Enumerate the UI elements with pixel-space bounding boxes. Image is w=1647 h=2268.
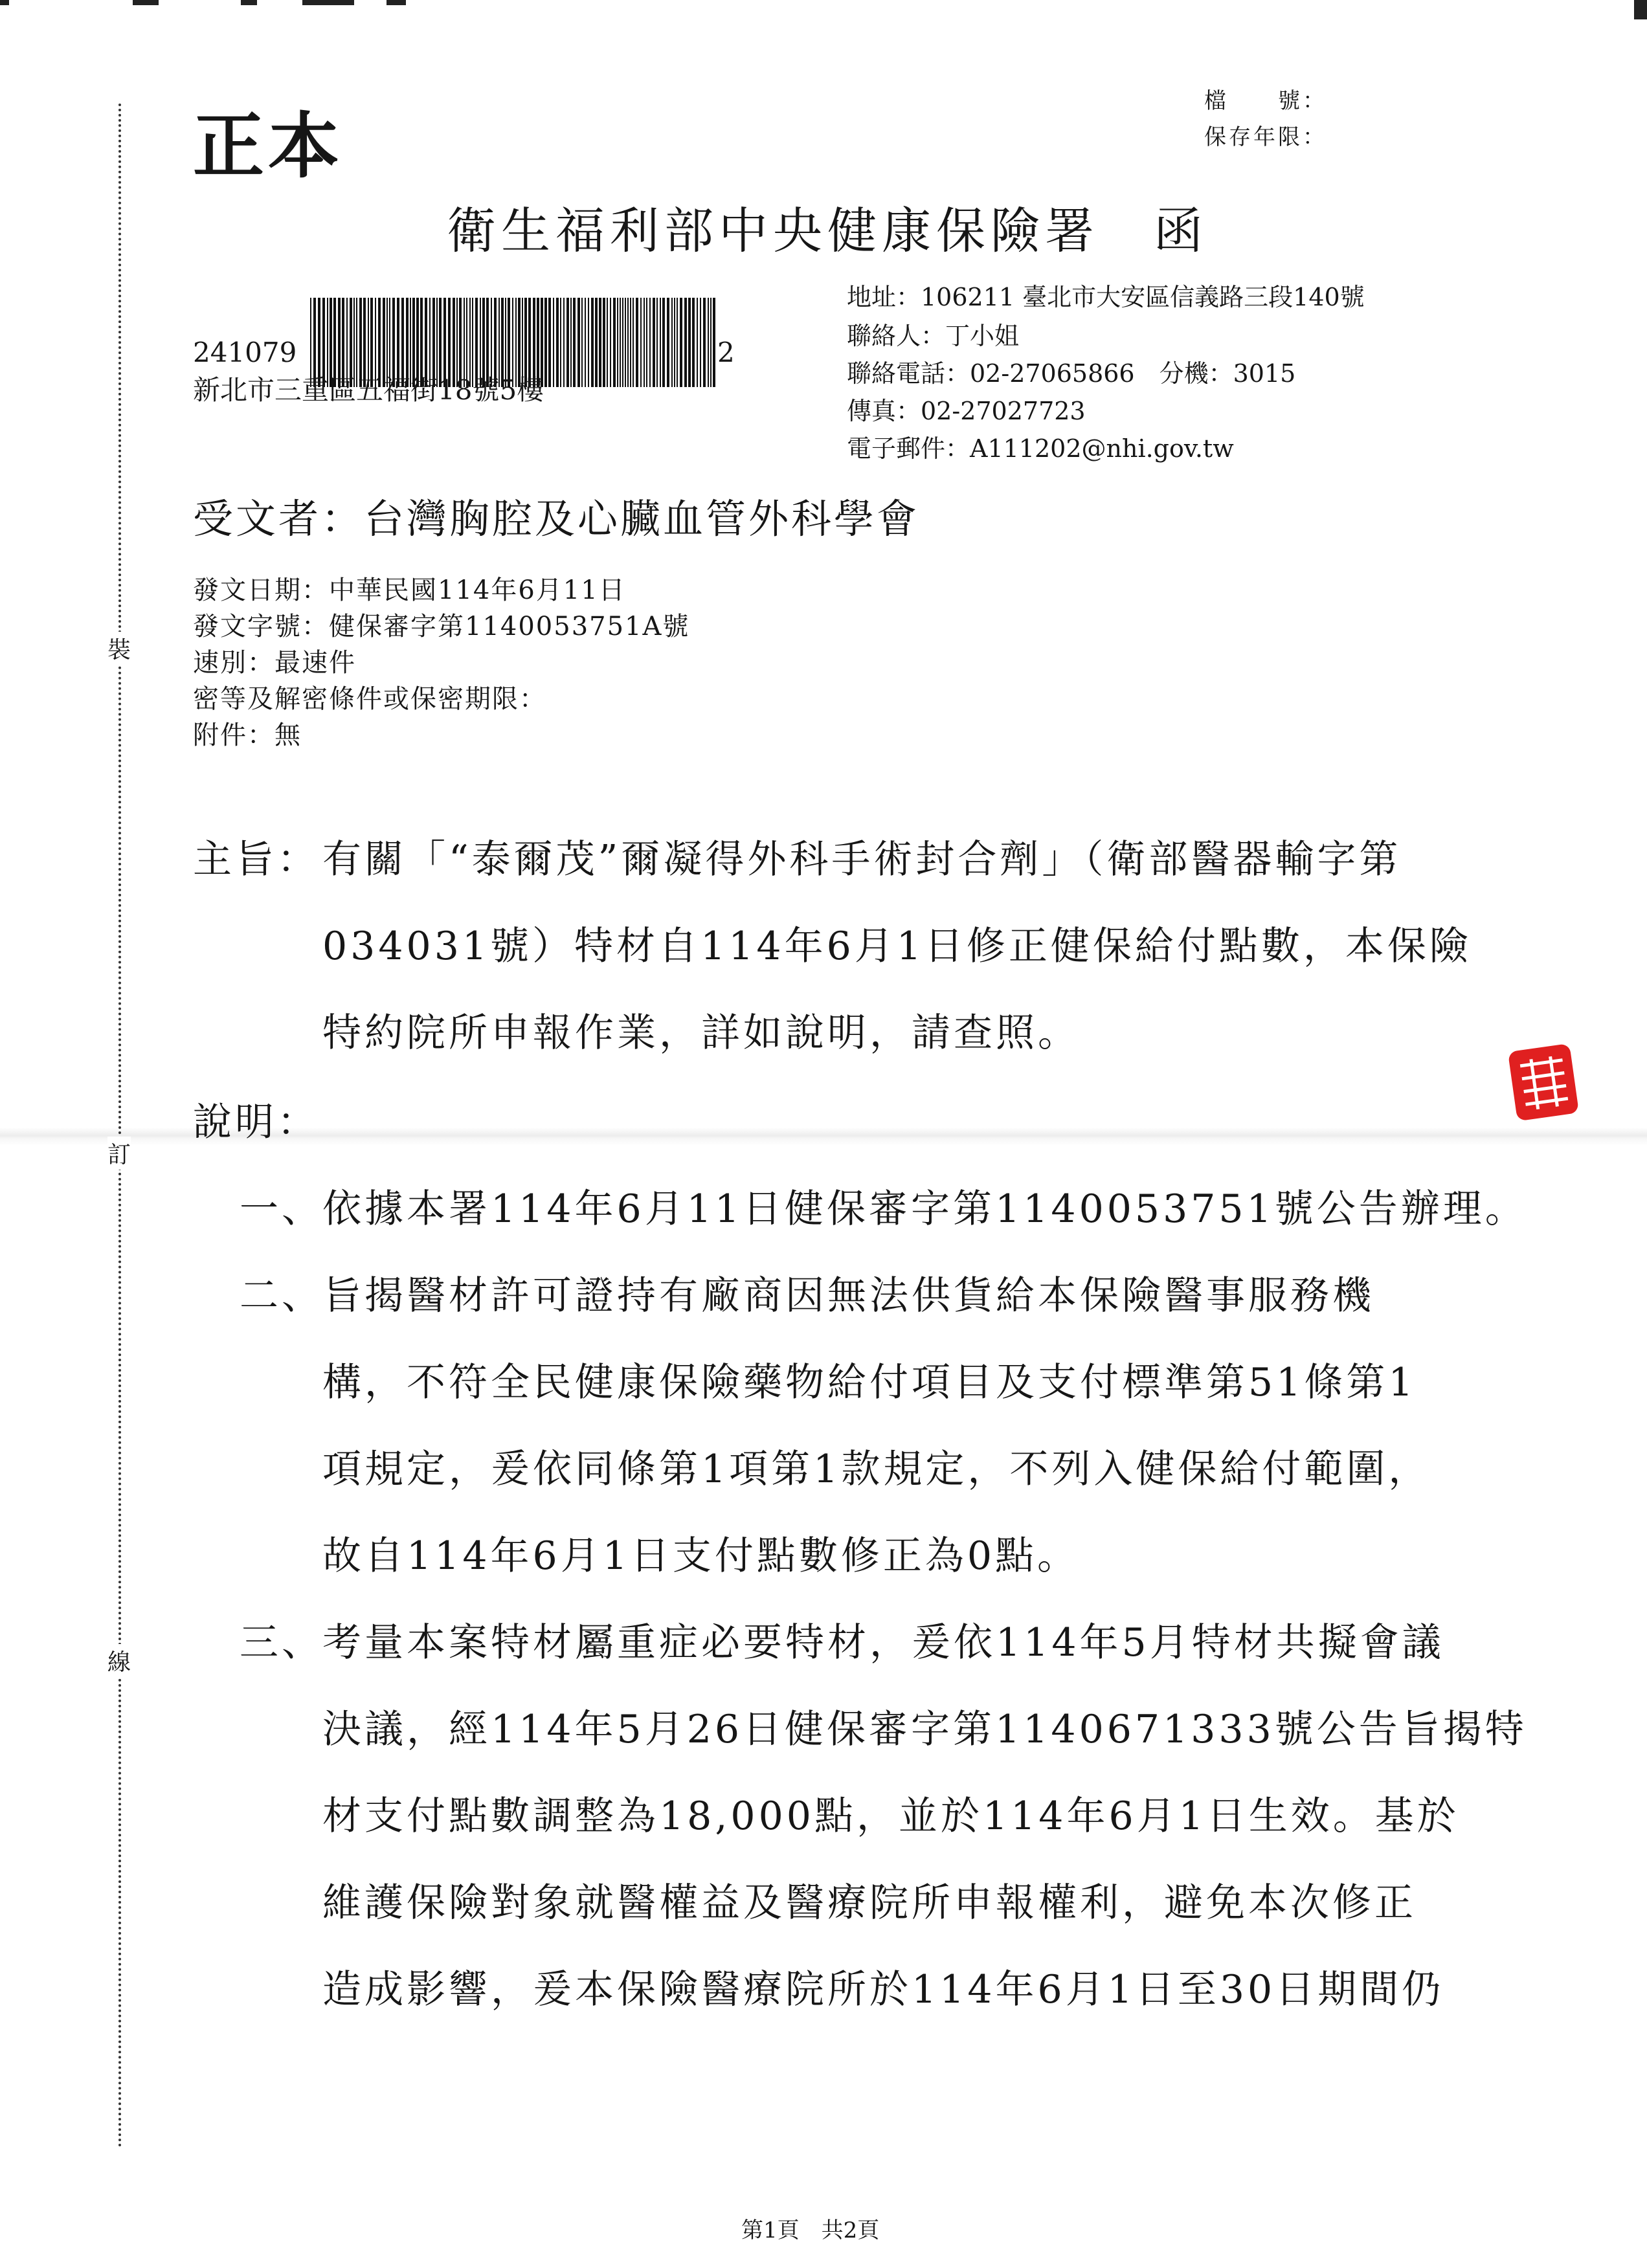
barcode-bar	[667, 298, 669, 387]
explanation-label: 說明：	[193, 1100, 319, 1145]
barcode-bar	[656, 298, 658, 387]
agency-address: 地址：106211 臺北市大安區信義路三段140號	[847, 283, 1365, 311]
barcode-bar	[556, 298, 559, 387]
barcode-suffix: 2	[717, 337, 735, 368]
item-line: 造成影響，爰本保險醫療院所於114年6月1日至30日期間仍	[322, 1967, 1444, 2012]
barcode-bar	[633, 298, 634, 387]
item-line: 決議，經114年5月26日健保審字第1140671333號公告旨揭特	[322, 1707, 1527, 1752]
scan-mark	[302, 0, 354, 5]
barcode-bar	[625, 298, 626, 387]
item-line: 項規定，爰依同條第1項第1款規定，不列入健保給付範圍，	[322, 1447, 1431, 1492]
barcode-bar	[680, 298, 682, 387]
barcode-bar	[660, 298, 661, 387]
binding-mark-ding: 訂	[107, 1137, 131, 1170]
document-recipient: 受文者：台灣胸腔及心臟血管外科學會	[193, 495, 920, 542]
page-number: 第1頁 共2頁	[741, 2218, 880, 2243]
barcode-bar	[644, 298, 645, 387]
barcode-bar	[573, 298, 576, 387]
barcode-bar	[588, 298, 589, 387]
barcode-bar	[627, 298, 629, 387]
barcode-bar	[548, 298, 551, 387]
barcode-bar	[677, 298, 678, 387]
item-line: 維護保險對象就醫權益及醫療院所申報權利，避免本次修正	[322, 1880, 1417, 1926]
binding-mark-xian: 線	[107, 1644, 131, 1677]
postal-code: 241079	[193, 337, 297, 368]
original-copy-stamp: 正本	[193, 104, 343, 188]
barcode-bar	[688, 298, 691, 387]
item-line: 依據本署114年6月11日健保審字第1140053751號公告辦理。	[322, 1186, 1527, 1232]
barcode-bar	[710, 298, 711, 387]
recipient-mailing-address: 新北市三重區五福街18號5樓	[193, 374, 544, 406]
barcode-bar	[553, 298, 554, 387]
barcode-bar	[640, 298, 642, 387]
barcode-bar	[617, 298, 618, 387]
file-number-label: 檔 號：	[1204, 88, 1327, 114]
item-line: 考量本案特材屬重症必要特材，爰依114年5月特材共擬會議	[322, 1620, 1444, 1665]
barcode-bar	[595, 298, 598, 387]
item-line: 構，不符全民健康保險藥物給付項目及支付標準第51條第1	[322, 1360, 1417, 1405]
agency-title: 衛生福利部中央健康保險署 函	[447, 202, 1208, 260]
barcode-bar	[613, 298, 616, 387]
barcode-bar	[544, 298, 547, 387]
barcode-bar	[610, 298, 611, 387]
item-line: 旨揭醫材許可證持有廠商因無法供貨給本保險醫事服務機	[322, 1273, 1374, 1318]
confidentiality-level: 密等及解密條件或保密期限：	[193, 684, 546, 714]
barcode-bar	[708, 298, 709, 387]
barcode-bar	[585, 298, 586, 387]
barcode-bar	[713, 298, 715, 387]
issue-date: 發文日期：中華民國114年6月11日	[193, 575, 626, 605]
barcode-bar	[630, 298, 631, 387]
document-number: 發文字號：健保審字第1140053751A號	[193, 612, 690, 641]
barcode-bar	[591, 298, 594, 387]
binding-line	[118, 104, 121, 2149]
retention-period-label: 保存年限：	[1204, 124, 1327, 150]
contact-fax: 傳真：02-27027723	[847, 397, 1086, 425]
barcode-bar	[697, 298, 698, 387]
barcode-bar	[607, 298, 608, 387]
barcode-bar	[577, 298, 580, 387]
barcode-bar	[599, 298, 601, 387]
attachment-info: 附件：無	[193, 720, 302, 750]
barcode-bar	[620, 298, 621, 387]
scan-mark	[133, 0, 159, 5]
binding-mark-zhuang: 裝	[107, 632, 131, 665]
barcode-bar	[566, 298, 569, 387]
barcode-bar	[560, 298, 561, 387]
scan-mark	[241, 0, 257, 5]
subject-label: 主旨：	[193, 837, 319, 882]
scan-mark	[0, 0, 9, 5]
item-marker: 一、	[240, 1186, 324, 1232]
barcode-bar	[646, 298, 647, 387]
barcode-bar	[622, 298, 623, 387]
scan-mark	[1634, 0, 1647, 19]
barcode-bar	[581, 298, 583, 387]
contact-phone: 聯絡電話：02-27065866 分機：3015	[847, 359, 1296, 388]
barcode-bar	[700, 298, 701, 387]
item-line: 材支付點數調整為18,000點，並於114年6月1日生效。基於	[322, 1794, 1459, 1839]
subject-line: 特約院所申報作業，詳如說明，請查照。	[322, 1010, 1080, 1056]
scan-mark	[387, 0, 406, 5]
item-marker: 二、	[240, 1273, 324, 1318]
barcode-bar	[662, 298, 665, 387]
delivery-speed: 速別：最速件	[193, 648, 356, 678]
barcode-bar	[692, 298, 695, 387]
barcode-bar	[563, 298, 565, 387]
item-line: 故自114年6月1日支付點數修正為0點。	[322, 1533, 1080, 1579]
contact-email: 電子郵件：A111202@nhi.gov.tw	[847, 434, 1234, 463]
barcode-bar	[636, 298, 638, 387]
item-marker: 三、	[240, 1620, 324, 1665]
barcode-bar	[674, 298, 675, 387]
barcode-bar	[703, 298, 706, 387]
subject-line: 034031號）特材自114年6月1日修正健保給付點數，本保險	[322, 924, 1472, 969]
barcode-bar	[649, 298, 651, 387]
barcode-bar	[671, 298, 673, 387]
subject-line: 有關「“泰爾茂”爾凝得外科手術封合劑」（衛部醫器輸字第	[322, 837, 1402, 882]
contact-person: 聯絡人：丁小姐	[847, 322, 1020, 350]
barcode-bar	[570, 298, 572, 387]
red-seal-stamp	[1508, 1041, 1580, 1124]
barcode-bar	[603, 298, 605, 387]
barcode-bar	[653, 298, 655, 387]
barcode-bar	[684, 298, 687, 387]
